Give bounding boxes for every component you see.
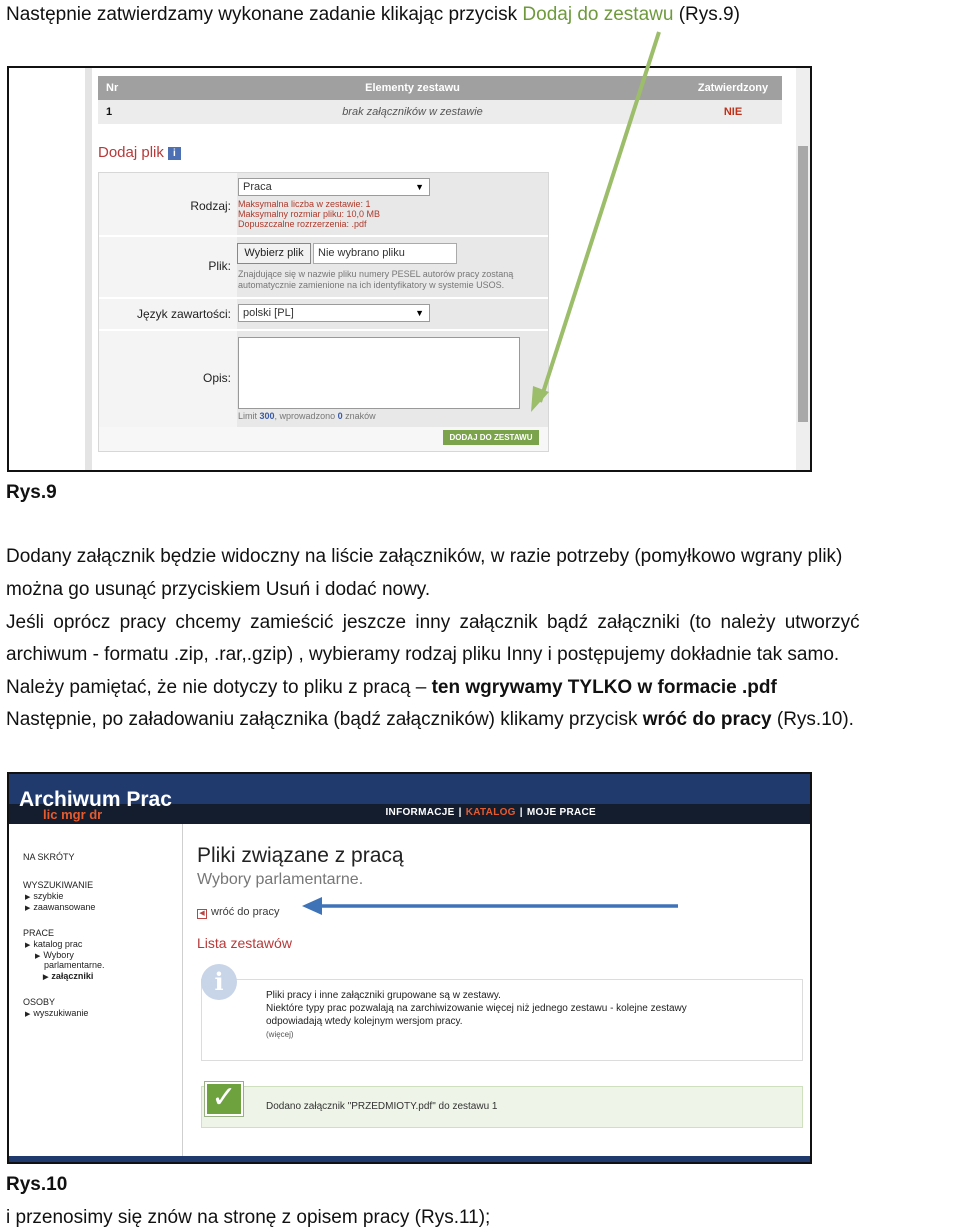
set-elements-table (98, 76, 782, 124)
limit-ext: Dopuszczalne rozrzerzenia: .pdf (238, 219, 367, 229)
sidebar-item-catalog-label: katalog prac (33, 939, 83, 949)
row-type (99, 173, 548, 237)
sidebar-item-quick-label: szybkie (33, 891, 64, 901)
info-icon[interactable]: i (168, 147, 181, 160)
caret-right-icon: ▶ (25, 905, 31, 912)
type-limits (238, 199, 380, 229)
intro-ref: (Rys.9) (673, 4, 740, 25)
language-select[interactable] (238, 304, 430, 322)
para-line-5-text: Należy pamiętać, że nie dotyczy to pliku z pracą – (6, 677, 432, 698)
closing-line: i przenosimy się znów na stronę z opisem pracy (Rys.11); (6, 1207, 491, 1228)
sidebar-item-attachments-label: załączniki (51, 971, 94, 981)
site-header (9, 774, 810, 824)
more-link[interactable]: (więcej) (266, 1030, 294, 1039)
sidebar-shortcuts[interactable]: NA SKRÓTY (23, 852, 75, 862)
row-language (99, 299, 548, 331)
description-cell (237, 331, 548, 427)
success-message: Dodano załącznik "PRZEDMIOTY.pdf" do zestawu 1 (266, 1101, 498, 1112)
para-line-6 (6, 708, 854, 732)
pesel-hint-line-1: Znajdujące się w nazwie pliku numery PESEL autorów pracy zostaną (238, 269, 514, 279)
set-list-title: Lista zestawów (197, 935, 292, 951)
add-file-title (98, 144, 181, 161)
cell-elements: brak załączników w zestawie (141, 100, 684, 124)
back-to-work-link[interactable] (197, 906, 279, 919)
sidebar-osoby[interactable]: OSOBY (23, 997, 56, 1007)
intro-text: Następnie zatwierdzamy wykonane zadanie klikając przycisk (6, 4, 523, 25)
type-select-value: Praca (243, 181, 272, 193)
limit-size: Maksymalny rozmiar pliku: 10,0 MB (238, 209, 381, 219)
scrollbar-thumb[interactable] (798, 146, 808, 422)
language-label: Język zawartości: (136, 307, 231, 321)
file-cell (237, 237, 548, 297)
char-limit (238, 411, 376, 421)
cell-approved: NIE (684, 100, 782, 124)
sidebar-item-advanced[interactable] (25, 902, 95, 912)
info-line-2: Niektóre typy prac pozwalają na zarchiwizowanie więcej niż jednego zestawu - kolejne zestawy (266, 1003, 687, 1014)
add-to-set-reference: Dodaj do zestawu (522, 4, 674, 25)
sidebar-item-person-search[interactable] (25, 1008, 88, 1018)
cell-nr: 1 (98, 100, 141, 124)
caret-right-icon: ▶ (25, 1011, 31, 1018)
pesel-hint (238, 269, 513, 291)
para-line-4: archiwum - formatu .zip, .rar,.gzip) , wybieramy rodzaj pliku Inny i postępujemy dokładnie tak samo. (6, 644, 840, 665)
pesel-hint-line-2: automatycznie zamienione na ich identyfikatory w systemie USOS. (238, 280, 505, 290)
pdf-only-note: ten wgrywamy TYLKO w formacie .pdf (431, 677, 777, 698)
description-textarea[interactable] (238, 337, 520, 409)
type-select[interactable] (238, 178, 430, 196)
site-logo[interactable]: Archiwum Prac (19, 788, 172, 811)
limit-count: Maksymalna liczba w zestawie: 1 (238, 199, 371, 209)
para-line-2: można go usunąć przyciskiem Usuń i dodać nowy. (6, 579, 431, 600)
type-cell (237, 173, 548, 235)
caret-right-icon: ▶ (43, 974, 49, 981)
file-label: Plik: (208, 259, 231, 273)
chevron-down-icon: ▼ (415, 182, 424, 192)
sidebar-item-quick[interactable] (25, 891, 63, 901)
figure-10-screenshot (7, 772, 812, 1164)
nav-informacje[interactable]: INFORMACJE (385, 807, 455, 818)
caption-rys10: Rys.10 (6, 1174, 68, 1195)
file-name-field: Nie wybrano pliku (313, 243, 457, 264)
language-cell (237, 299, 548, 329)
figure-9-screenshot (7, 66, 812, 472)
nav-separator: | (519, 807, 523, 818)
page-title: Pliki związane z pracą (197, 844, 404, 867)
col-elements: Elementy zestawu (141, 76, 684, 100)
main-content (183, 824, 810, 1162)
info-text (266, 989, 687, 1041)
limit-mid: , wprowadzono (274, 411, 338, 421)
add-to-set-button[interactable]: DODAJ DO ZESTAWU (443, 430, 539, 445)
sidebar-item-wybory-label: Wybory (43, 950, 74, 960)
scrollbar[interactable] (796, 68, 810, 470)
site-logo-sub: lic mgr dr (43, 807, 103, 822)
page-subtitle: Wybory parlamentarne. (197, 871, 364, 888)
para-line-5 (6, 676, 777, 700)
sidebar-item-wybory[interactable] (35, 950, 74, 960)
row-description (99, 331, 548, 427)
limit-pre: Limit (238, 411, 260, 421)
sidebar-item-person-search-label: wyszukiwanie (33, 1008, 89, 1018)
nav-moje-prace[interactable]: MOJE PRACE (526, 807, 596, 818)
nav-separator: | (458, 807, 462, 818)
sidebar-item-wybory-cont: parlamentarne. (44, 960, 105, 970)
checkmark-icon: ✓ (205, 1082, 243, 1116)
type-label: Rodzaj: (190, 199, 231, 213)
para-line-3: Jeśli oprócz pracy chcemy zamieścić jeszcze inny załącznik bądź załączniki (to należy utworzyć (6, 612, 860, 633)
success-box (201, 1086, 803, 1128)
back-arrow-icon: ◀ (197, 909, 207, 919)
row-file (99, 237, 548, 299)
footer-bar (9, 1156, 810, 1162)
caption-rys9: Rys.9 (6, 482, 57, 503)
top-nav (385, 807, 596, 818)
language-select-value: polski [PL] (243, 307, 294, 319)
col-approved: Zatwierdzony (684, 76, 782, 100)
back-to-work-label: wróć do pracy (211, 906, 280, 918)
sidebar-item-catalog[interactable] (25, 939, 82, 949)
description-label: Opis: (202, 371, 231, 385)
para-line-1: Dodany załącznik będzie widoczny na liście załączników, w razie potrzeby (pomyłkowo wgrany plik) (6, 546, 843, 567)
sidebar-prace[interactable]: PRACE (23, 928, 55, 938)
caret-right-icon: ▶ (25, 942, 31, 949)
col-nr: Nr (98, 76, 141, 100)
table-row (98, 100, 782, 124)
add-file-form (98, 172, 549, 452)
sidebar (9, 824, 183, 1162)
nav-katalog[interactable]: KATALOG (465, 807, 516, 818)
chevron-down-icon: ▼ (415, 308, 424, 318)
sidebar-item-attachments[interactable] (43, 971, 93, 981)
info-line-3: odpowiadają wtedy kolejnym wersjom pracy. (266, 1016, 463, 1027)
limit-count-value: 0 (337, 411, 343, 421)
add-file-title-text: Dodaj plik (98, 144, 164, 161)
intro-line (6, 3, 740, 27)
sidebar-item-advanced-label: zaawansowane (33, 902, 96, 912)
limit-post: znaków (342, 411, 376, 421)
info-line-1: Pliki pracy i inne załączniki grupowane są w zestawy. (266, 990, 501, 1001)
limit-number: 300 (259, 411, 275, 421)
info-box (201, 979, 803, 1061)
left-margin (9, 68, 85, 470)
sidebar-search[interactable]: WYSZUKIWANIE (23, 880, 94, 890)
para-line-6-ref: (Rys.10). (771, 709, 854, 730)
info-icon: i (201, 964, 237, 1000)
caret-right-icon: ▶ (35, 953, 41, 960)
left-margin-edge (85, 68, 92, 470)
choose-file-button[interactable]: Wybierz plik (237, 243, 311, 264)
caret-right-icon: ▶ (25, 894, 31, 901)
back-to-work-reference: wróć do pracy (642, 709, 772, 730)
para-line-6-text: Następnie, po załadowaniu załącznika (bądź załączników) klikamy przycisk (6, 709, 643, 730)
